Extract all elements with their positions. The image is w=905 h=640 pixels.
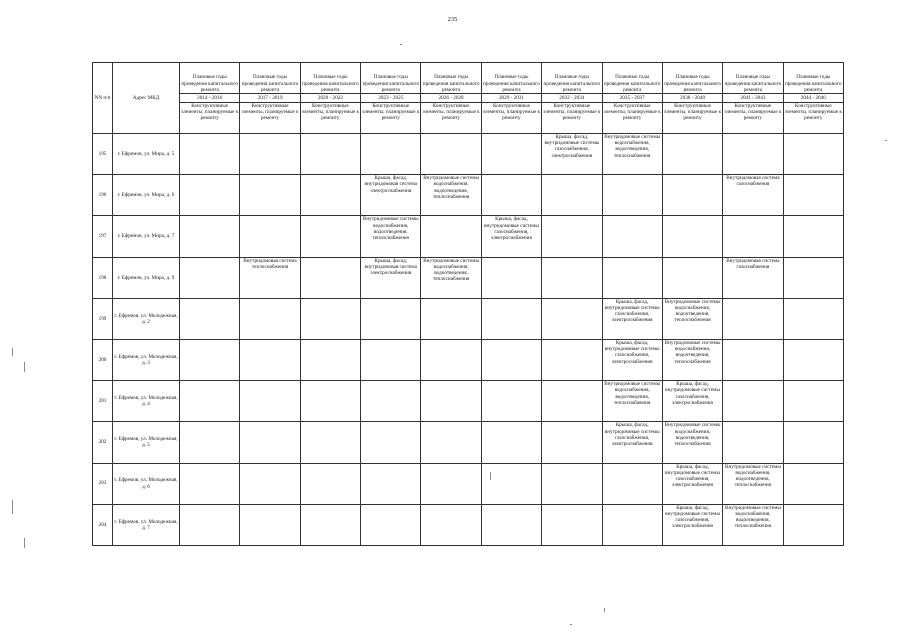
header-planned-years: Плановые годы проведения капитального ремонта bbox=[542, 63, 602, 94]
scan-speck bbox=[12, 348, 13, 356]
repair-elements-cell bbox=[481, 381, 541, 422]
scan-speck bbox=[490, 472, 491, 480]
repair-elements-cell: Внутридомовые системы водоснабжения, водоотведения, теплоснабжения bbox=[361, 216, 421, 257]
repair-elements-cell bbox=[542, 463, 602, 504]
repair-elements-cell bbox=[481, 339, 541, 380]
header-planned-years: Плановые годы проведения капитального ремонта bbox=[240, 63, 300, 94]
repair-elements-cell bbox=[361, 339, 421, 380]
header-elements: Конструктивные элементы, планируемые к ремонту bbox=[542, 103, 602, 134]
repair-elements-cell bbox=[662, 216, 722, 257]
repair-elements-cell bbox=[300, 422, 360, 463]
repair-elements-cell bbox=[602, 216, 662, 257]
repair-elements-cell: Внутридомовые системы водоснабжения, водоотведения, теплоснабжения bbox=[723, 504, 783, 545]
header-year-range: 2044 - 2046 bbox=[783, 94, 843, 103]
repair-elements-cell: Крыша, фасад, внутридомовая система электроснабжения bbox=[361, 175, 421, 216]
table-header bbox=[93, 63, 844, 134]
row-address: г. Ефремов, ул. Молодежная, д. 4 bbox=[113, 381, 180, 422]
repair-elements-cell bbox=[723, 134, 783, 175]
repair-elements-cell: Крыша, фасад, внутридомовая система электроснабжения bbox=[361, 257, 421, 298]
repair-elements-cell: Крыша, фасад, внутридомовые системы газоснабжения, электроснабжения bbox=[662, 463, 722, 504]
table-row bbox=[93, 422, 844, 463]
repair-elements-cell bbox=[361, 134, 421, 175]
scan-speck bbox=[24, 538, 25, 548]
header-elements: Конструктивные элементы, планируемые к ремонту bbox=[361, 103, 421, 134]
scan-speck bbox=[885, 140, 887, 141]
repair-elements-cell bbox=[783, 257, 843, 298]
repair-elements-cell bbox=[723, 339, 783, 380]
repair-elements-cell bbox=[602, 175, 662, 216]
row-address: г. Ефремов, ул. Мира, д. 7 bbox=[113, 216, 180, 257]
repair-elements-cell bbox=[361, 422, 421, 463]
header-num: NN п/п bbox=[93, 63, 113, 134]
row-number: 201 bbox=[93, 381, 113, 422]
repair-elements-cell bbox=[481, 504, 541, 545]
repair-elements-cell bbox=[240, 422, 300, 463]
repair-elements-cell: Крыша, фасад, внутридомовые системы газоснабжения, электроснабжения bbox=[662, 381, 722, 422]
repair-elements-cell bbox=[542, 381, 602, 422]
table-row bbox=[93, 134, 844, 175]
row-number: 204 bbox=[93, 504, 113, 545]
table-row bbox=[93, 216, 844, 257]
table-row bbox=[93, 298, 844, 339]
repair-elements-cell bbox=[542, 422, 602, 463]
repair-elements-cell bbox=[481, 463, 541, 504]
repair-elements-cell: Крыша, фасад, внутридомовые системы газоснабжения, электроснабжения bbox=[602, 422, 662, 463]
row-number: 202 bbox=[93, 422, 113, 463]
table-row bbox=[93, 504, 844, 545]
header-planned-years: Плановые годы проведения капитального ремонта bbox=[180, 63, 240, 94]
repair-elements-cell bbox=[662, 175, 722, 216]
table-row bbox=[93, 257, 844, 298]
repair-elements-cell: Внутридомовые системы водоснабжения, водоотведения, теплоснабжения bbox=[421, 257, 481, 298]
repair-elements-cell: Крыша, фасад, внутридомовые системы газоснабжения, электроснабжения bbox=[662, 504, 722, 545]
row-address: г. Ефремов, ул. Мира, д. 9 bbox=[113, 257, 180, 298]
repair-elements-cell bbox=[602, 257, 662, 298]
repair-elements-cell bbox=[783, 216, 843, 257]
repair-elements-cell bbox=[421, 216, 481, 257]
repair-elements-cell bbox=[300, 257, 360, 298]
row-number: 197 bbox=[93, 216, 113, 257]
repair-elements-cell bbox=[481, 298, 541, 339]
repair-elements-cell bbox=[783, 463, 843, 504]
scan-speck bbox=[24, 362, 25, 372]
repair-elements-cell: Внутридомовая система газоснабжения bbox=[723, 175, 783, 216]
repair-elements-cell bbox=[240, 463, 300, 504]
repair-elements-cell bbox=[180, 298, 240, 339]
repair-elements-cell: Крыша, фасад, внутридомовые системы газоснабжения, электроснабжения bbox=[602, 298, 662, 339]
repair-elements-cell bbox=[180, 257, 240, 298]
header-address: Адрес МКД bbox=[113, 63, 180, 134]
header-elements: Конструктивные элементы, планируемые к ремонту bbox=[421, 103, 481, 134]
capital-repair-plan-table bbox=[92, 62, 844, 546]
repair-elements-cell bbox=[421, 463, 481, 504]
repair-elements-cell bbox=[300, 339, 360, 380]
repair-elements-cell bbox=[723, 422, 783, 463]
header-planned-years: Плановые годы проведения капитального ремонта bbox=[783, 63, 843, 94]
row-address: г. Ефремов, ул. Мира, д. 5 bbox=[113, 134, 180, 175]
repair-elements-cell bbox=[300, 216, 360, 257]
header-year-range: 2032 - 2034 bbox=[542, 94, 602, 103]
header-elements: Конструктивные элементы, планируемые к ремонту bbox=[481, 103, 541, 134]
repair-elements-cell bbox=[240, 298, 300, 339]
repair-elements-cell bbox=[481, 257, 541, 298]
repair-elements-cell: Внутридомовая система газоснабжения bbox=[723, 257, 783, 298]
repair-elements-cell: Внутридомовые системы водоснабжения, водоотведения, теплоснабжения bbox=[723, 463, 783, 504]
repair-elements-cell bbox=[240, 504, 300, 545]
header-planned-years: Плановые годы проведения капитального ремонта bbox=[361, 63, 421, 94]
header-elements: Конструктивные элементы, планируемые к ремонту bbox=[602, 103, 662, 134]
header-year-range: 2035 - 2037 bbox=[602, 94, 662, 103]
row-number: 195 bbox=[93, 134, 113, 175]
repair-elements-cell bbox=[180, 422, 240, 463]
repair-elements-cell bbox=[180, 504, 240, 545]
repair-elements-cell bbox=[723, 381, 783, 422]
row-number: 200 bbox=[93, 339, 113, 380]
repair-elements-cell: Внутридомовые системы водоснабжения, водоотведения, теплоснабжения bbox=[602, 134, 662, 175]
repair-elements-cell bbox=[421, 339, 481, 380]
repair-elements-cell bbox=[240, 339, 300, 380]
repair-elements-cell bbox=[421, 504, 481, 545]
repair-elements-cell bbox=[421, 381, 481, 422]
repair-elements-cell bbox=[300, 175, 360, 216]
repair-elements-cell bbox=[180, 381, 240, 422]
header-elements: Конструктивные элементы, планируемые к ремонту bbox=[662, 103, 722, 134]
repair-elements-cell: Внутридомовые системы водоснабжения, водоотведения, теплоснабжения bbox=[602, 381, 662, 422]
repair-elements-cell bbox=[783, 134, 843, 175]
repair-elements-cell bbox=[783, 339, 843, 380]
repair-elements-cell bbox=[783, 422, 843, 463]
table-row bbox=[93, 381, 844, 422]
header-planned-years: Плановые годы проведения капитального ремонта bbox=[481, 63, 541, 94]
repair-elements-cell bbox=[180, 339, 240, 380]
scan-speck bbox=[604, 608, 605, 612]
row-address: г. Ефремов, ул. Мира, д. 6 bbox=[113, 175, 180, 216]
repair-elements-cell bbox=[783, 298, 843, 339]
page-number: 235 bbox=[447, 16, 458, 23]
header-planned-years: Плановые годы проведения капитального ремонта bbox=[300, 63, 360, 94]
table-row bbox=[93, 339, 844, 380]
repair-elements-cell bbox=[481, 175, 541, 216]
repair-elements-cell bbox=[481, 422, 541, 463]
repair-elements-cell bbox=[542, 339, 602, 380]
repair-elements-cell bbox=[240, 216, 300, 257]
header-year-range: 2029 - 2031 bbox=[481, 94, 541, 103]
row-address: г. Ефремов, ул. Молодежная, д. 7 bbox=[113, 504, 180, 545]
header-elements: Конструктивные элементы, планируемые к ремонту bbox=[300, 103, 360, 134]
scan-speck bbox=[570, 624, 572, 625]
repair-elements-cell: Внутридомовые системы водоснабжения, водоотведения, теплоснабжения bbox=[421, 175, 481, 216]
header-year-range: 2026 - 2028 bbox=[421, 94, 481, 103]
header-planned-years: Плановые годы проведения капитального ремонта bbox=[662, 63, 722, 94]
row-number: 203 bbox=[93, 463, 113, 504]
table-row bbox=[93, 463, 844, 504]
repair-elements-cell bbox=[542, 504, 602, 545]
repair-elements-cell bbox=[723, 298, 783, 339]
row-address: г. Ефремов, ул. Молодежная, д. 3 bbox=[113, 339, 180, 380]
repair-elements-cell bbox=[180, 216, 240, 257]
header-planned-years: Плановые годы проведения капитального ремонта bbox=[421, 63, 481, 94]
header-elements: Конструктивные элементы, планируемые к ремонту bbox=[240, 103, 300, 134]
row-address: г. Ефремов, ул. Молодежная, д. 6 bbox=[113, 463, 180, 504]
repair-elements-cell bbox=[421, 298, 481, 339]
repair-elements-cell: Внутридомовые системы водоснабжения, водоотведения, теплоснабжения bbox=[662, 422, 722, 463]
header-elements: Конструктивные элементы, планируемые к ремонту bbox=[180, 103, 240, 134]
repair-elements-cell bbox=[662, 134, 722, 175]
header-year-range: 2041 - 2043 bbox=[723, 94, 783, 103]
repair-elements-cell bbox=[300, 134, 360, 175]
repair-elements-cell bbox=[602, 463, 662, 504]
repair-elements-cell: Внутридомовые системы водоснабжения, водоотведения, теплоснабжения bbox=[662, 298, 722, 339]
repair-elements-cell bbox=[542, 175, 602, 216]
repair-elements-cell: Внутридомовая система теплоснабжения bbox=[240, 257, 300, 298]
repair-elements-cell bbox=[723, 216, 783, 257]
repair-elements-cell bbox=[240, 175, 300, 216]
repair-elements-cell: Крыша, фасад, внутридомовые системы газоснабжения, электроснабжения bbox=[602, 339, 662, 380]
repair-elements-cell bbox=[783, 175, 843, 216]
header-elements: Конструктивные элементы, планируемые к ремонту bbox=[723, 103, 783, 134]
repair-elements-cell bbox=[180, 134, 240, 175]
repair-elements-cell bbox=[542, 216, 602, 257]
repair-elements-cell: Внутридомовые системы водоснабжения, водоотведения, теплоснабжения bbox=[662, 339, 722, 380]
repair-elements-cell bbox=[180, 175, 240, 216]
repair-elements-cell bbox=[662, 257, 722, 298]
row-number: 196 bbox=[93, 175, 113, 216]
header-elements: Конструктивные элементы, планируемые к ремонту bbox=[783, 103, 843, 134]
row-address: г. Ефремов, ул. Молодежная, д. 2 bbox=[113, 298, 180, 339]
repair-elements-cell bbox=[481, 134, 541, 175]
repair-elements-cell bbox=[783, 381, 843, 422]
header-year-range: 2023 - 2025 bbox=[361, 94, 421, 103]
repair-elements-cell bbox=[542, 298, 602, 339]
repair-elements-cell bbox=[180, 463, 240, 504]
table-row bbox=[93, 175, 844, 216]
repair-elements-cell bbox=[361, 381, 421, 422]
scan-speck bbox=[12, 500, 13, 514]
repair-elements-cell bbox=[361, 298, 421, 339]
repair-elements-cell: Крыша, фасад, внутридомовые системы газоснабжения, электроснабжения bbox=[542, 134, 602, 175]
repair-elements-cell bbox=[240, 134, 300, 175]
repair-elements-cell bbox=[240, 381, 300, 422]
repair-elements-cell: Крыша, фасад, внутридомовые системы газоснабжения, электроснабжения bbox=[481, 216, 541, 257]
row-number: 198 bbox=[93, 257, 113, 298]
repair-elements-cell bbox=[300, 381, 360, 422]
header-year-range: 2017 - 2019 bbox=[240, 94, 300, 103]
repair-elements-cell bbox=[300, 463, 360, 504]
repair-elements-cell bbox=[602, 504, 662, 545]
repair-elements-cell bbox=[783, 504, 843, 545]
header-planned-years: Плановые годы проведения капитального ремонта bbox=[723, 63, 783, 94]
header-year-range: 2014 - 2016 bbox=[180, 94, 240, 103]
table-body bbox=[93, 134, 844, 546]
header-year-range: 2020 - 2022 bbox=[300, 94, 360, 103]
header-year-range: 2038 - 2040 bbox=[662, 94, 722, 103]
row-address: г. Ефремов, ул. Молодежная, д. 5 bbox=[113, 422, 180, 463]
repair-elements-cell bbox=[300, 298, 360, 339]
repair-elements-cell bbox=[421, 422, 481, 463]
repair-elements-cell bbox=[300, 504, 360, 545]
repair-elements-cell bbox=[361, 463, 421, 504]
repair-elements-cell bbox=[361, 504, 421, 545]
scan-speck bbox=[400, 44, 402, 45]
repair-elements-cell bbox=[542, 257, 602, 298]
row-number: 199 bbox=[93, 298, 113, 339]
header-planned-years: Плановые годы проведения капитального ремонта bbox=[602, 63, 662, 94]
repair-elements-cell bbox=[421, 134, 481, 175]
